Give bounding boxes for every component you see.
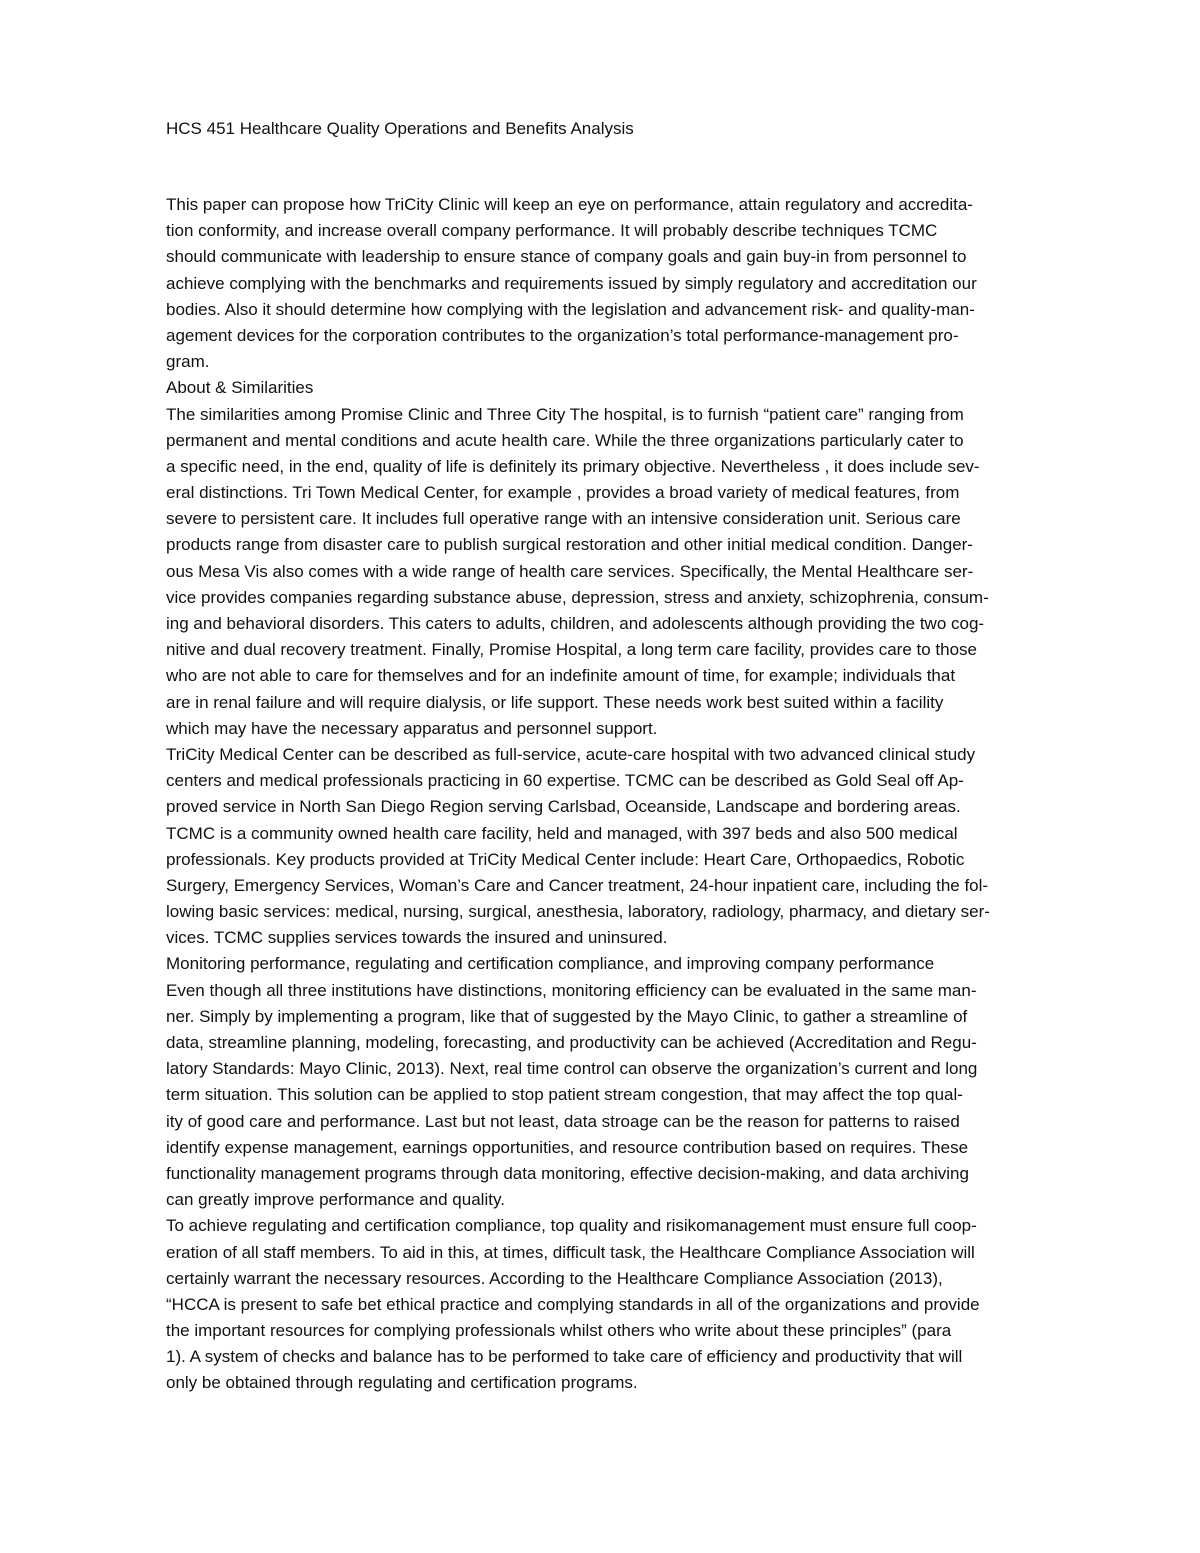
body-text-line: proved service in North San Diego Region serving Carlsbad, Oceanside, Landscape and bordering areas.: [166, 797, 961, 817]
body-text-line: ity of good care and performance. Last but not least, data stroage can be the reason for patterns to raised: [166, 1111, 960, 1131]
body-text-line: 1). A system of checks and balance has to be performed to take care of efficiency and productivity that will: [166, 1347, 963, 1367]
body-text-line: ner. Simply by implementing a program, like that of suggested by the Mayo Clinic, to gather a streamline of: [166, 1006, 968, 1026]
body-text-line: TriCity Medical Center can be described as full-service, acute-care hospital with two advanced clinical study: [166, 744, 976, 764]
body-text-line: TCMC is a community owned health care facility, held and managed, with 397 beds and also 500 medical: [166, 823, 958, 843]
body-text-line: centers and medical professionals practicing in 60 expertise. TCMC can be described as Gold Seal off Ap-: [166, 771, 964, 791]
body-text-line: should communicate with leadership to ensure stance of company goals and gain buy-in from personnel to: [166, 247, 967, 267]
body-text-line: eration of all staff members. To aid in this, at times, difficult task, the Healthcare Compliance Association will: [166, 1242, 975, 1262]
body-text-line: Monitoring performance, regulating and certification compliance, and improving company performance: [166, 954, 935, 974]
body-text-line: Surgery, Emergency Services, Woman’s Care and Cancer treatment, 24-hour inpatient care, including the fol-: [166, 875, 989, 895]
body-text-line: severe to persistent care. It includes full operative range with an intensive consideration unit. Serious care: [166, 509, 961, 529]
body-text-line: latory Standards: Mayo Clinic, 2013). Next, real time control can observe the organization’s current and long: [166, 1059, 978, 1079]
body-text-line: eral distinctions. Tri Town Medical Center, for example , provides a broad variety of medical features, from: [166, 483, 960, 503]
body-text-line: ous Mesa Vis also comes with a wide range of health care services. Specifically, the Mental Healthcare ser-: [166, 561, 974, 581]
body-text-line: identify expense management, earnings opportunities, and resource contribution based on requires. These: [166, 1137, 969, 1157]
body-text-line: professionals. Key products provided at TriCity Medical Center include: Heart Care, Orthopaedics, Robotic: [166, 849, 965, 869]
body-text-line: The similarities among Promise Clinic and Three City The hospital, is to furnish “patient care” ranging from: [166, 404, 964, 424]
body-text-line: achieve complying with the benchmarks and requirements issued by simply regulatory and accreditation our: [166, 273, 977, 293]
body-text-line: lowing basic services: medical, nursing, surgical, anesthesia, laboratory, radiology, pharmacy, and dietary ser-: [166, 902, 990, 922]
body-text-line: “HCCA is present to safe bet ethical practice and complying standards in all of the organizations and provide: [166, 1294, 980, 1314]
body-text-line: ing and behavioral disorders. This caters to adults, children, and adolescents although providing the two cog-: [166, 614, 985, 633]
body-text-line: can greatly improve performance and quality.: [166, 1190, 505, 1210]
body-text-line: the important resources for complying professionals whilst others who write about these principles” (para: [166, 1321, 952, 1341]
body-text-line: products range from disaster care to publish surgical restoration and other initial medical condition. Danger-: [166, 535, 973, 555]
body-text-line: a specific need, in the end, quality of life is definitely its primary objective. Nevertheless , it does include sev-: [166, 456, 980, 476]
document-title: HCS 451 Healthcare Quality Operations and Benefits Analysis: [166, 119, 634, 138]
body-text-line: functionality management programs through data monitoring, effective decision-making, and data archiving: [166, 1163, 969, 1183]
body-text-line: vices. TCMC supplies services towards the insured and uninsured.: [166, 928, 668, 948]
body-text-line: nitive and dual recovery treatment. Finally, Promise Hospital, a long term care facility, provides care to those: [166, 640, 978, 660]
body-text-line: agement devices for the corporation contributes to the organization’s total performance-management pro-: [166, 325, 959, 345]
document-body: [166, 192, 1126, 1397]
body-text-line: gram.: [166, 352, 210, 372]
body-text-line: bodies. Also it should determine how complying with the legislation and advancement risk- and quality-man-: [166, 299, 975, 319]
body-text-line: About & Similarities: [166, 378, 314, 398]
body-text-line: This paper can propose how TriCity Clinic will keep an eye on performance, attain regulatory and accredita-: [166, 195, 973, 214]
body-text-line: are in renal failure and will require dialysis, or life support. These needs work best suited within a facility: [166, 692, 944, 712]
body-text-line: which may have the necessary apparatus and personnel support.: [166, 718, 658, 738]
body-text-line: data, streamline planning, modeling, forecasting, and productivity can be achieved (Accreditation and Regu-: [166, 1033, 977, 1052]
body-text-line: who are not able to care for themselves and for an indefinite amount of time, for example; individuals that: [166, 666, 956, 686]
body-text-line: certainly warrant the necessary resources. According to the Healthcare Compliance Association (2013),: [166, 1268, 943, 1288]
body-text-line: term situation. This solution can be applied to stop patient stream congestion, that may affect the top qual-: [166, 1085, 963, 1105]
body-text-line: only be obtained through regulating and certification programs.: [166, 1373, 638, 1393]
body-text-line: permanent and mental conditions and acute health care. While the three organizations particularly cater to: [166, 430, 964, 450]
body-text-line: tion conformity, and increase overall company performance. It will probably describe techniques TCMC: [166, 221, 938, 241]
body-text-line: To achieve regulating and certification compliance, top quality and risikomanagement must ensure full coop-: [166, 1216, 977, 1236]
body-text-line: Even though all three institutions have distinctions, monitoring efficiency can be evaluated in the same man-: [166, 980, 977, 1000]
body-text-line: vice provides companies regarding substance abuse, depression, stress and anxiety, schizophrenia, consum-: [166, 587, 989, 607]
